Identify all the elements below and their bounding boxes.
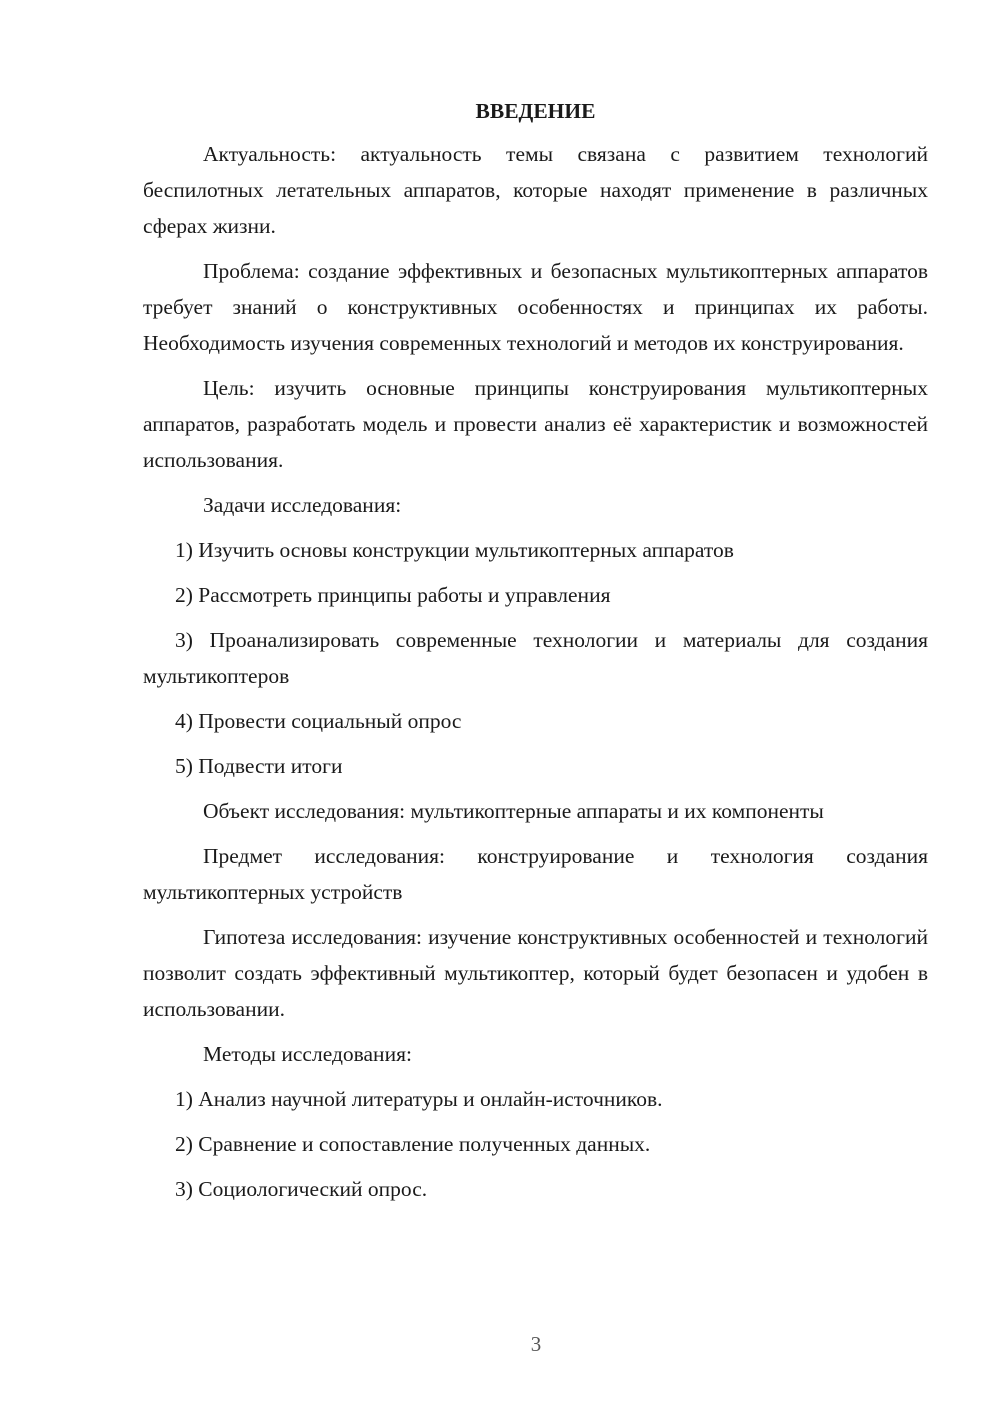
task-item: 1) Изучить основы конструкции мультикоптерных аппаратов [175,538,734,562]
hypothesis-paragraph: Гипотеза исследования: изучение конструктивных особенностей и технологий позволит создать эффективный мультикоптер, который будет безопасен и удобен в использовании. [143,925,928,1021]
document-page [143,96,928,1216]
method-item: 3) Социологический опрос. [175,1177,428,1201]
page-title: ВВЕДЕНИЕ [475,99,596,123]
goal-paragraph: Цель: изучить основные принципы конструирования мультикоптерных аппаратов, разработать модель и провести анализ её характеристик и возможностей использования. [143,376,928,472]
object-paragraph: Объект исследования: мультикоптерные аппараты и их компоненты [203,799,824,823]
problem-paragraph: Проблема: создание эффективных и безопасных мультикоптерных аппаратов требует знаний о конструктивных особенностях и принципах их работы. Необходимость изучения современных технологий и методов их конструирования. [143,259,928,355]
task-item: 4) Провести социальный опрос [175,709,462,733]
methods-heading: Методы исследования: [203,1042,412,1066]
subject-paragraph: Предмет исследования: конструирование и технология создания мультикоптерных устройств [143,844,928,904]
task-item: 2) Рассмотреть принципы работы и управления [175,583,611,607]
task-item: 5) Подвести итоги [175,754,343,778]
task-item: 3) Проанализировать современные технологии и материалы для создания мультикоптеров [143,628,928,688]
relevance-paragraph: Актуальность: актуальность темы связана с развитием технологий беспилотных летательных аппаратов, которые находят применение в различных сферах жизни. [143,142,928,238]
method-item: 2) Сравнение и сопоставление полученных данных. [175,1132,651,1156]
tasks-heading: Задачи исследования: [203,493,402,517]
method-item: 1) Анализ научной литературы и онлайн-источников. [175,1087,663,1111]
page-number: 3 [530,1332,542,1356]
